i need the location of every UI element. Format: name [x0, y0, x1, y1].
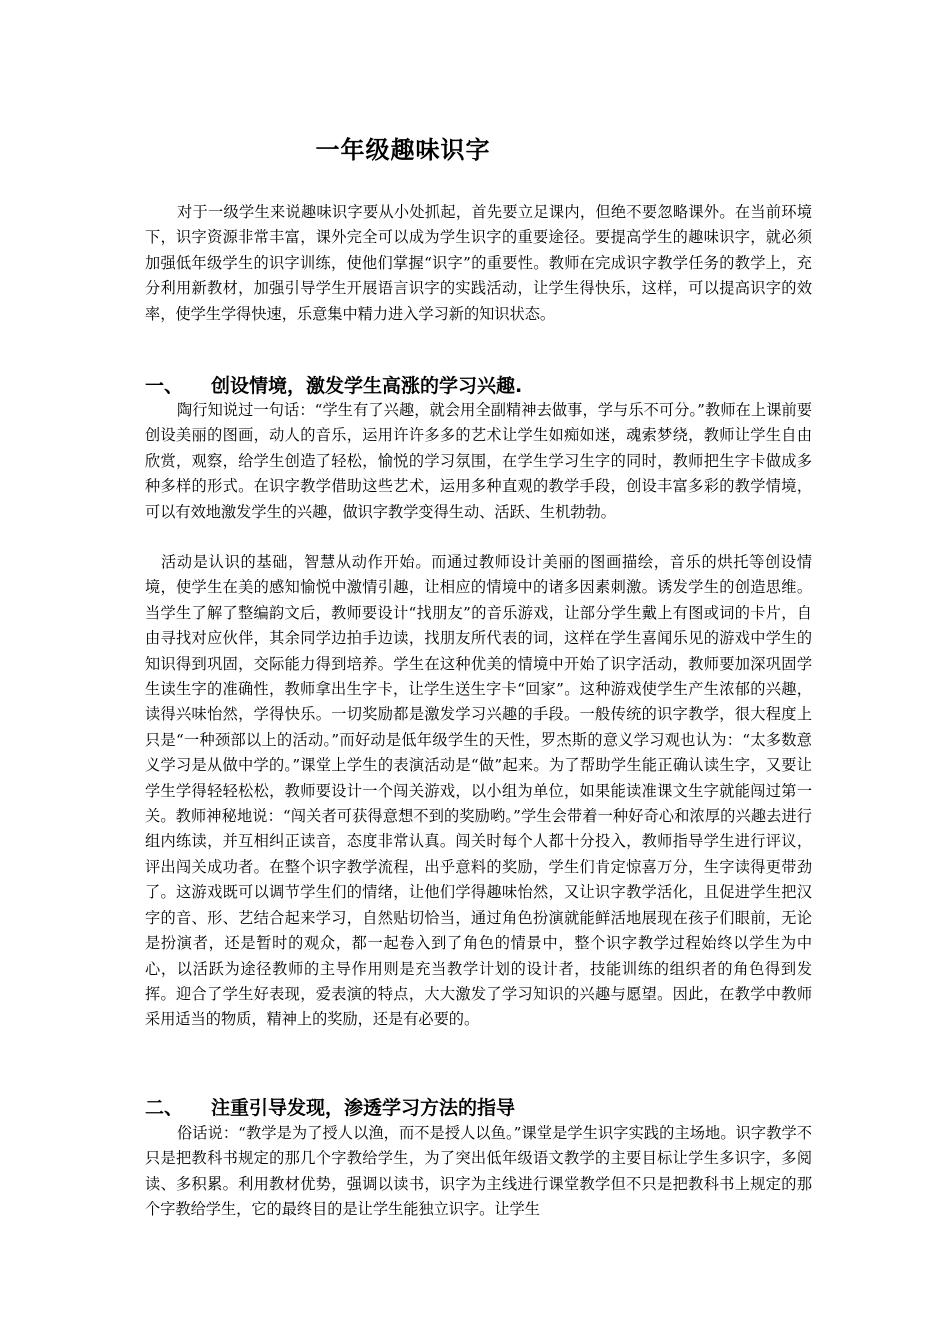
section-1-heading	[145, 372, 812, 400]
intro-paragraph: 对于一级学生来说趣味识字要从小处抓起，首先要立足课内，但绝不要忽略课外。在当前环境下，识字资源非常丰富，课外完全可以成为学生识字的重要途径。要提高学生的趣味识字，就必须加强低年级学生的识字训练，使他们掌握“识字”的重要性。教师在完成识字教学任务的教学上，充分利用新教材，加强引导学生开展语言识字的实践活动，让学生得快乐，这样，可以提高识字的效率，使学生学得快速，乐意集中精力进入学习新的知识状态。	[145, 203, 812, 323]
document-title: 一年级趣味识字	[315, 136, 491, 164]
section-2-number: 二、	[145, 1097, 184, 1119]
section-1-paragraph-1: 陶行知说过一句话：“学生有了兴趣，就会用全副精神去做事，学与乐不可分。”教师在上课前要创设美丽的图画，动人的音乐，运用许许多多的艺术让学生如痴如迷，魂索梦绕，教师让学生自由欣赏，观察，给学生创造了轻松，愉悦的学习氛围，在学生学习生字的同时，教师把生字卡做成多种多样的形式。在识字教学借助这些艺术，运用多种直观的教学手段，创设丰富多彩的教学情境，可以有效地激发学生的兴趣，做识字教学变得生动、活跃、生机勃勃。	[145, 401, 812, 521]
section-1-number: 一、	[145, 375, 184, 397]
section-1-paragraph-2: 活动是认识的基础，智慧从动作开始。而通过教师设计美丽的图画描绘，音乐的烘托等创设情境，使学生在美的感知愉悦中激情引趣，让相应的情境中的诸多因素刺激。诱发学生的创造思维。当学生了解了整编韵文后，教师要设计“找朋友”的音乐游戏，让部分学生戴上有图或词的卡片，自由寻找对应伙伴，其余同学边拍手边读，找朋友所代表的词，这样在学生喜闻乐见的游戏中学生的知识得到巩固，交际能力得到培养。学生在这种优美的情境中开始了识字活动，教师要加深巩固学生读生字的准确性，教师拿出生字卡，让学生送生字卡“回家”。这种游戏使学生产生浓郁的兴趣，读得兴味怡然，学得快乐。一切奖励都是激发学习兴趣的手段。一般传统的识字教学，很大程度上只是“一种颈部以上的活动。”而好动是低年级学生的天性，罗杰斯的意义学习观也认为：“太多数意义学习是从做中学的。”课堂上学生的表演活动是“做”起来。为了帮助学生能正确认读生字，又要让学生学得轻轻松松，教师要设计一个闯关游戏，以小组为单位，如果能读准课文生字就能闯过第一关。教师神秘地说：“闯关者可获得意想不到的奖励哟。”学生会带着一种好奇心和浓厚的兴趣去进行组内练读，并互相纠正读音，态度非常认真。闯关时每个人都十分投入，教师指导学生进行评议，评出闯关成功者。在整个识字教学流程，出乎意料的奖励，学生们肯定惊喜万分，生字读得更带劲了。这游戏既可以调节学生们的情绪，让他们学得趣味怡然，又让识字教学活化，且促进学生把汉字的音、形、艺结合起来学习，自然贴切恰当，通过角色扮演就能鲜活地展现在孩子们眼前，无论是扮演者，还是暂时的观众，都一起卷入到了角色的情景中，整个识字教学过程始终以学生为中心，以活跃为途径教师的主导作用则是充当教学计划的设计者，技能训练的组织者的角色得到发挥。迎合了学生好表现，爱表演的特点，大大激发了学习知识的兴趣与愿望。因此，在教学中教师采用适当的物质，精神上的奖励，还是有必要的。	[145, 553, 812, 1029]
section-2-heading-text: 注重引导发现，渗透学习方法的指导	[211, 1097, 516, 1119]
section-1-heading-text: 创设情境，激发学生高涨的学习兴趣.	[211, 375, 523, 397]
section-2-heading	[145, 1094, 812, 1122]
section-2-paragraph-1: 俗话说：“教学是为了授人以渔，而不是授人以鱼。”课堂是学生识字实践的主场地。识字教学不只是把教科书规定的那几个字教给学生，为了突出低年级语文教学的主要目标让学生多识字，多阅读、多积累。利用教材优势，强调以读书，识字为主线进行课堂教学但不只是把教科书上规定的那个字教给学生，它的最终目的是让学生能独立识字。让学生	[145, 1124, 812, 1219]
